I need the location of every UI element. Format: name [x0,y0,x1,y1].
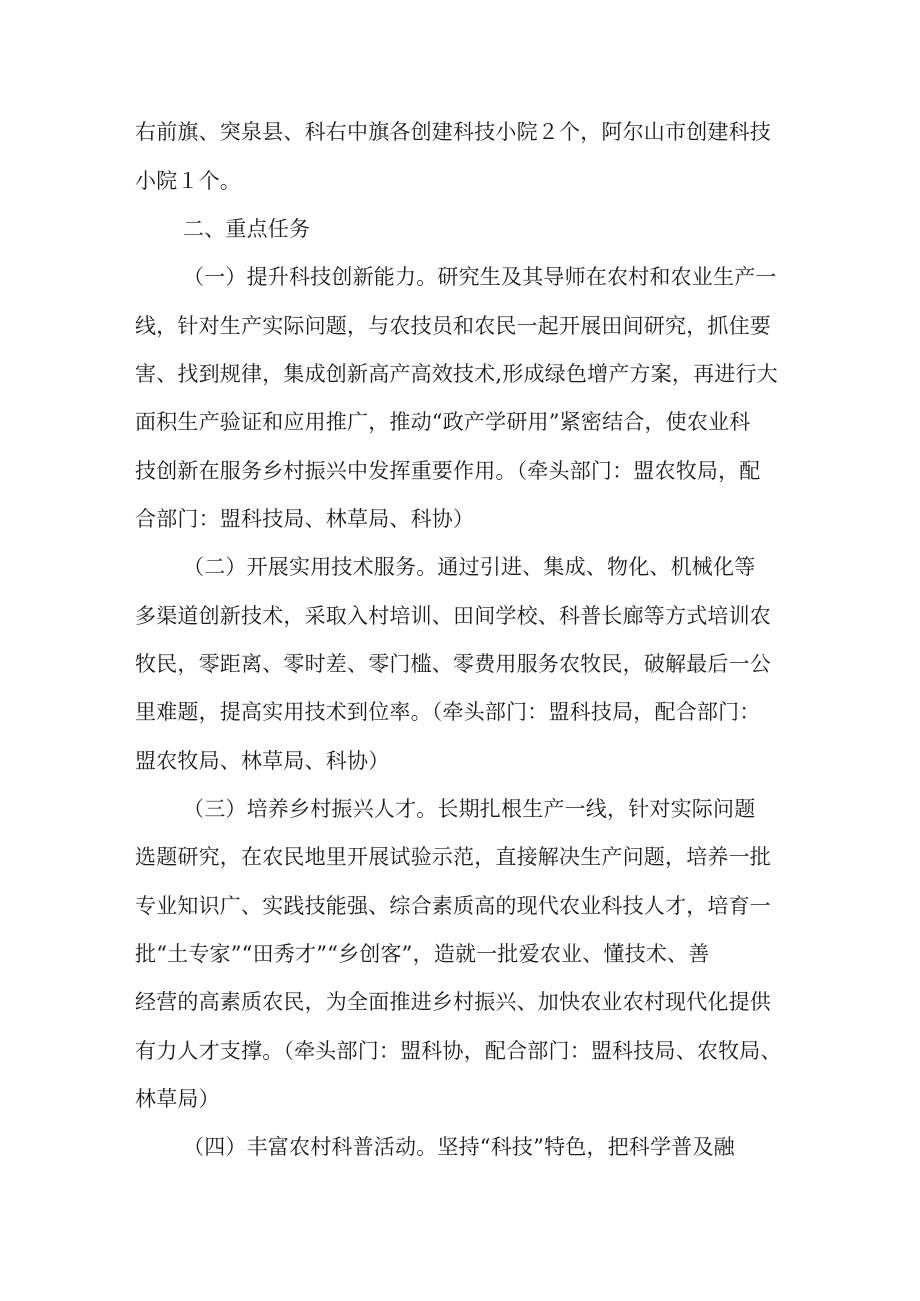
section-heading: 二、重点任务 [183,217,311,241]
text-line: 合部门：盟科技局、林草局、科协） [135,507,475,531]
text-line: 盟农牧局、林草局、科协） [135,749,390,773]
text-line: 牧民，零距离、零时差、零门槛、零费用服务农牧民，破解最后一公 [135,652,771,676]
text-line: 专业知识广、实践技能强、综合素质高的现代农业科技人才，培育一 [135,894,771,918]
text-line: 批“土专家”“田秀才”“乡创客”，造就一批爱农业、懂技术、善 [135,942,710,966]
text-line: 经营的高素质农民，为全面推进乡村振兴、加快农业农村现代化提供 [135,990,771,1014]
text-line: 小院１个。 [135,169,241,193]
text-line: （四）丰富农村科普活动。坚持“科技”特色，把科学普及融 [183,1135,735,1159]
text-line: 选题研究，在农民地里开展试验示范，直接解决生产问题，培养一批 [135,845,771,869]
text-line: 右前旗、突泉县、科右中旗各创建科技小院２个，阿尔山市创建科技 [135,120,771,144]
text-line: 线，针对生产实际问题，与农技员和农民一起开展田间研究，抓住要 [135,314,771,338]
text-line: （三）培养乡村振兴人才。长期扎根生产一线，针对实际问题 [183,797,756,821]
text-line: 多渠道创新技术，采取入村培训、田间学校、科普长廊等方式培训农 [135,604,771,628]
text-line: 害、找到规律，集成创新高产高效技术,形成绿色增产方案，再进行大 [135,362,778,386]
text-line: 面积生产验证和应用推广，推动“政产学研用”紧密结合，使农业科 [135,410,751,434]
text-line: 里难题，提高实用技术到位率。（牵头部门：盟科技局，配合部门： [135,700,761,724]
text-line: 林草局） [135,1087,220,1111]
text-line: （一）提升科技创新能力。研究生及其导师在农村和农业生产一 [183,265,777,289]
text-line: 有力人才支撑。（牵头部门：盟科协，配合部门：盟科技局、农牧局、 [135,1039,782,1063]
text-line: （二）开展实用技术服务。通过引进、集成、物化、机械化等 [183,555,756,579]
text-line: 技创新在服务乡村振兴中发挥重要作用。（牵头部门：盟农牧局，配 [135,459,761,483]
